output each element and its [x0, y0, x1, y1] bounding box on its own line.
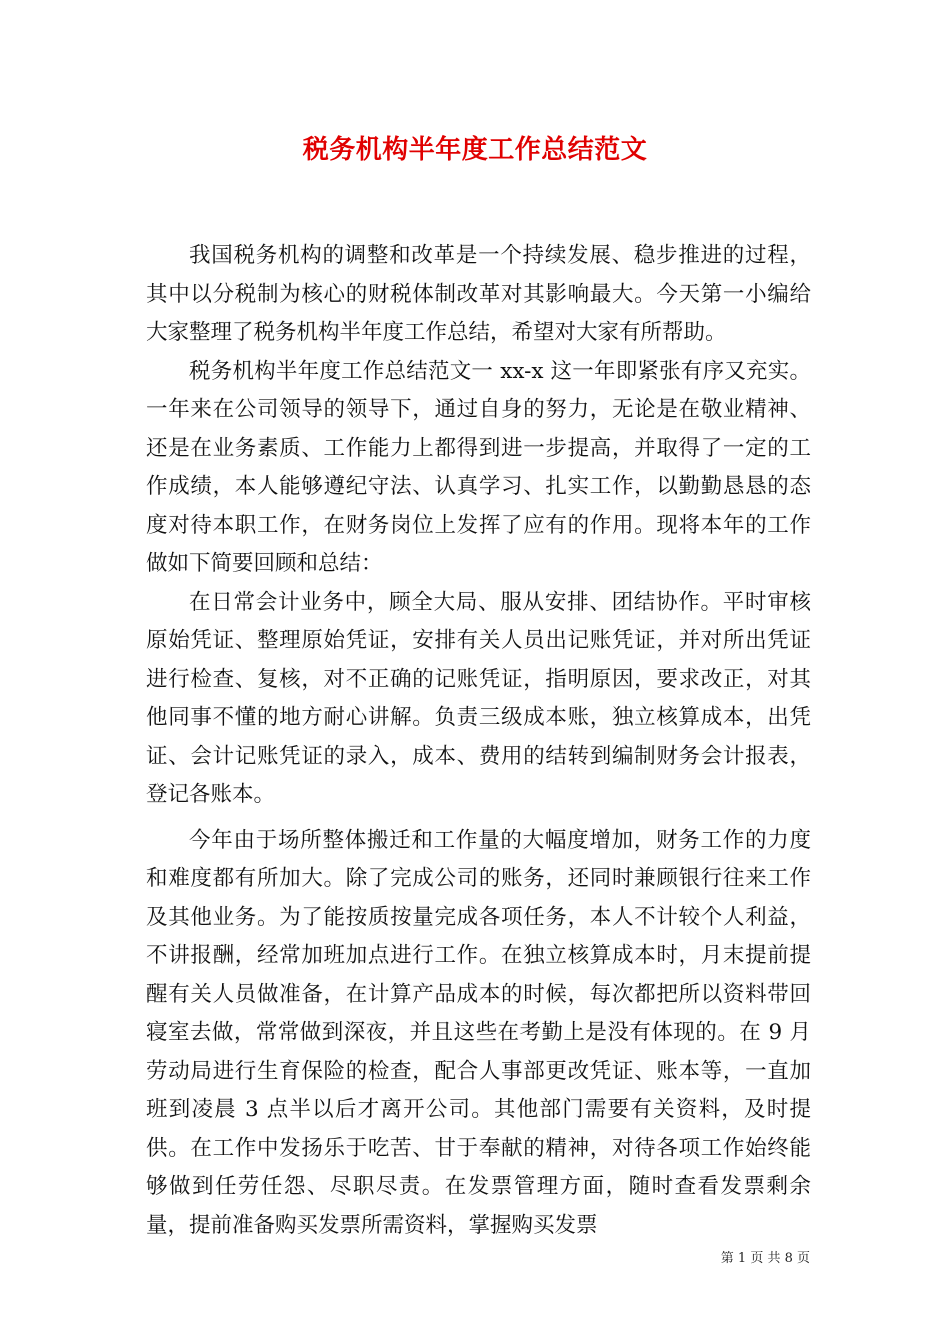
- paragraph-summary-opening: 税务机构半年度工作总结范文一 xx-x 这一年即紧张有序又充实。一年来在公司领导的领导下，通过自身的努力，无论是在敬业精神、还是在业务素质、工作能力上都得到进一步提高，并取得了一定的工作成绩，本人能够遵纪守法、认真学习、扎实工作，以勤勤恳恳的态度对待本职工作，在财务岗位上发挥了应有的作用。现将本年的工作做如下简要回顾和总结：: [146, 358, 811, 576]
- page-indicator: 第 1 页 共 8 页: [720, 1251, 810, 1266]
- document-body: [146, 237, 811, 1245]
- paragraph-workload: 今年由于场所整体搬迁和工作量的大幅度增加，财务工作的力度和难度都有所加大。除了完成公司的账务，还同时兼顾银行往来工作及其他业务。为了能按质按量完成各项任务，本人不计较个人利益，不讲报酬，经常加班加点进行工作。在独立核算成本时，月末提前提醒有关人员做准备，在计算产品成本的时候，每次都把所以资料带回寝室去做，常常做到深夜，并且这些在考勤上是没有体现的。在 9 月劳动局进行生育保险的检查，配合人事部更改凭证、账本等，一直加班到凌晨 3 点半以后才离开公司。其他部门需要有关资料，及时提供。在工作中发扬乐于吃苦、甘于奉献的精神，对待各项工作始终能够做到任劳任怨、尽职尽责。在发票管理方面，随时查看发票剩余量，提前准备购买发票所需资料，掌握购买发票: [146, 827, 811, 1238]
- paragraph-intro: 我国税务机构的调整和改革是一个持续发展、稳步推进的过程，其中以分税制为核心的财税体制改革对其影响最大。今天第一小编给大家整理了税务机构半年度工作总结，希望对大家有所帮助。: [146, 243, 811, 345]
- paragraph-daily-accounting: 在日常会计业务中，顾全大局、服从安排、团结协作。平时审核原始凭证、整理原始凭证，安排有关人员出记账凭证，并对所出凭证进行检查、复核，对不正确的记账凭证，指明原因，要求改正，对其他同事不懂的地方耐心讲解。负责三级成本账，独立核算成本，出凭证、会计记账凭证的录入，成本、费用的结转到编制财务会计报表，登记各账本。: [146, 589, 811, 807]
- document-title: 税务机构半年度工作总结范文: [302, 135, 648, 165]
